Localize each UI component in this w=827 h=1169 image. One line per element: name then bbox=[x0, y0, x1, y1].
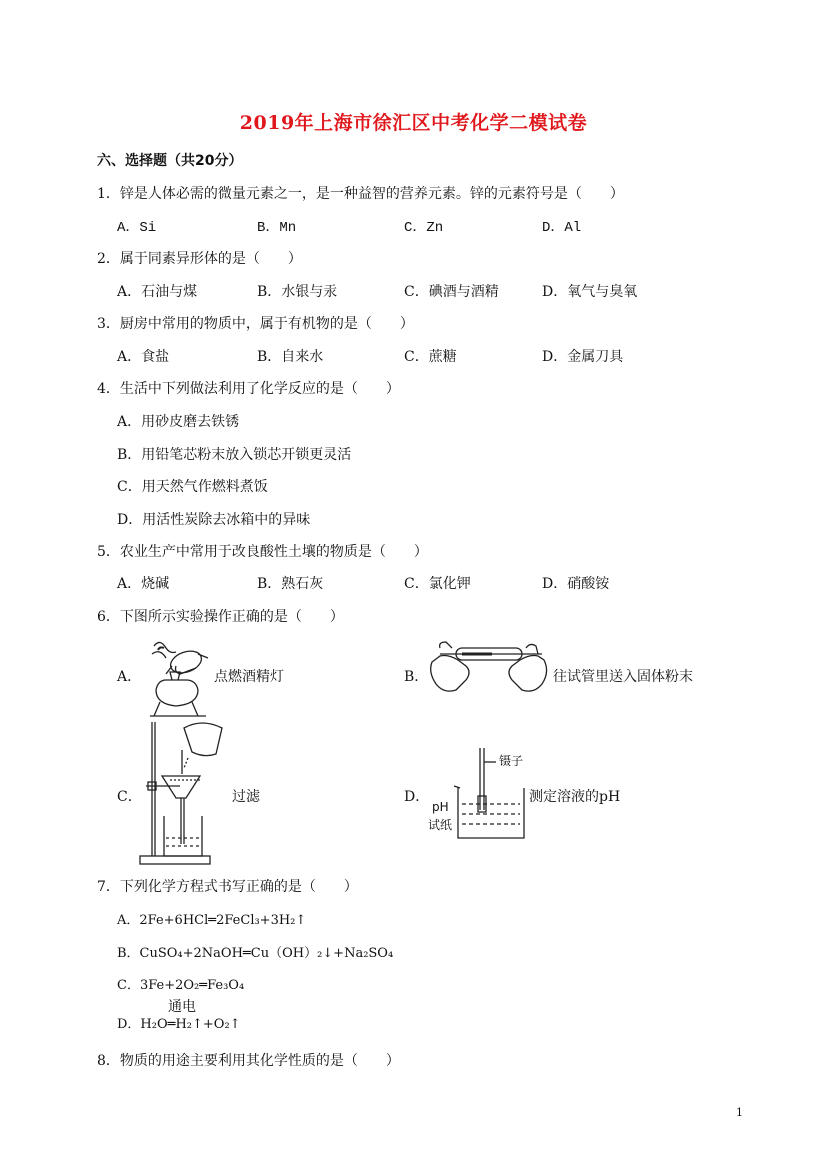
question-5-option-b: B．熟石灰 bbox=[257, 576, 324, 592]
question-5-stem: 5．农业生产中常用于改良酸性土壤的物质是（ ） bbox=[97, 544, 428, 560]
filtration-figure bbox=[138, 720, 236, 866]
question-2-option-b: B．水银与汞 bbox=[257, 284, 338, 300]
question-6-option-a-caption: 点燃酒精灯 bbox=[214, 669, 284, 685]
question-4-option-d: D．用活性炭除去冰箱中的异味 bbox=[117, 512, 311, 528]
question-1-option-c: C．Zn bbox=[404, 220, 444, 236]
question-7-option-b: B．CuSO₄+2NaOH═Cu（OH）₂↓+Na₂SO₄ bbox=[117, 946, 394, 961]
question-1-option-b: B．Mn bbox=[257, 220, 297, 236]
question-6-option-b-caption: 往试管里送入固体粉末 bbox=[553, 669, 693, 685]
test-tube-powder-figure bbox=[426, 638, 550, 702]
question-4-stem: 4．生活中下列做法利用了化学反应的是（ ） bbox=[97, 381, 400, 397]
question-2-stem: 2．属于同素异形体的是（ ） bbox=[97, 251, 302, 267]
question-3-option-a: A．食盐 bbox=[117, 349, 170, 365]
question-4-option-c: C．用天然气作燃料煮饭 bbox=[117, 479, 268, 495]
question-5-option-a: A．烧碱 bbox=[117, 576, 170, 592]
question-1-option-d: D．Al bbox=[542, 220, 582, 236]
question-3-option-c: C．蔗糖 bbox=[404, 349, 457, 365]
question-4-option-a: A．用砂皮磨去铁锈 bbox=[117, 414, 240, 430]
question-3-option-d: D．金属刀具 bbox=[542, 349, 624, 365]
question-3-stem: 3．厨房中常用的物质中，属于有机物的是（ ） bbox=[97, 316, 414, 332]
question-2-option-c: C．碘酒与酒精 bbox=[404, 284, 499, 300]
question-6-option-a-letter: A． bbox=[117, 669, 142, 685]
question-8-stem: 8．物质的用途主要利用其化学性质的是（ ） bbox=[97, 1053, 400, 1069]
question-7-stem: 7．下列化学方程式书写正确的是（ ） bbox=[97, 879, 358, 895]
question-1-stem: 1．锌是人体必需的微量元素之一，是一种益智的营养元素。锌的元素符号是（ ） bbox=[97, 186, 624, 202]
page-number: 1 bbox=[736, 1106, 743, 1119]
question-6-option-b-letter: B． bbox=[404, 669, 429, 685]
lamp-lighting-figure bbox=[136, 636, 216, 720]
question-1-option-a: A．Si bbox=[117, 220, 157, 236]
question-6-option-c-letter: C． bbox=[117, 789, 142, 805]
question-2-option-a: A．石油与煤 bbox=[117, 284, 198, 300]
question-2-option-d: D．氧气与臭氧 bbox=[542, 284, 638, 300]
question-3-option-b: B．自来水 bbox=[257, 349, 324, 365]
electrolysis-condition: 通电 bbox=[168, 999, 196, 1015]
test-paper-label: 试纸 bbox=[428, 818, 453, 832]
question-6-option-d-caption: 测定溶液的pH bbox=[529, 789, 621, 805]
question-7-option-c: C．3Fe+2O₂═Fe₃O₄ bbox=[117, 978, 245, 993]
section-heading: 六、选择题（共20分） bbox=[97, 153, 243, 169]
question-6-option-c-caption: 过滤 bbox=[232, 789, 260, 805]
question-4-option-b: B．用铅笔芯粉末放入锁芯开锁更灵活 bbox=[117, 447, 352, 463]
question-5-option-d: D．硝酸铵 bbox=[542, 576, 610, 592]
question-6-stem: 6．下图所示实验操作正确的是（ ） bbox=[97, 609, 344, 625]
page-title: 2019年上海市徐汇区中考化学二模试卷 bbox=[239, 112, 588, 134]
ph-label: pH bbox=[432, 800, 449, 814]
question-7-option-a: A．2Fe+6HCl═2FeCl₃+3H₂↑ bbox=[117, 913, 307, 928]
question-6-option-d-letter: D． bbox=[404, 789, 430, 805]
question-5-option-c: C．氯化钾 bbox=[404, 576, 471, 592]
tweezers-label: 镊子 bbox=[499, 754, 524, 768]
question-7-option-d: D．H₂O═H₂↑+O₂↑ bbox=[117, 1017, 241, 1032]
